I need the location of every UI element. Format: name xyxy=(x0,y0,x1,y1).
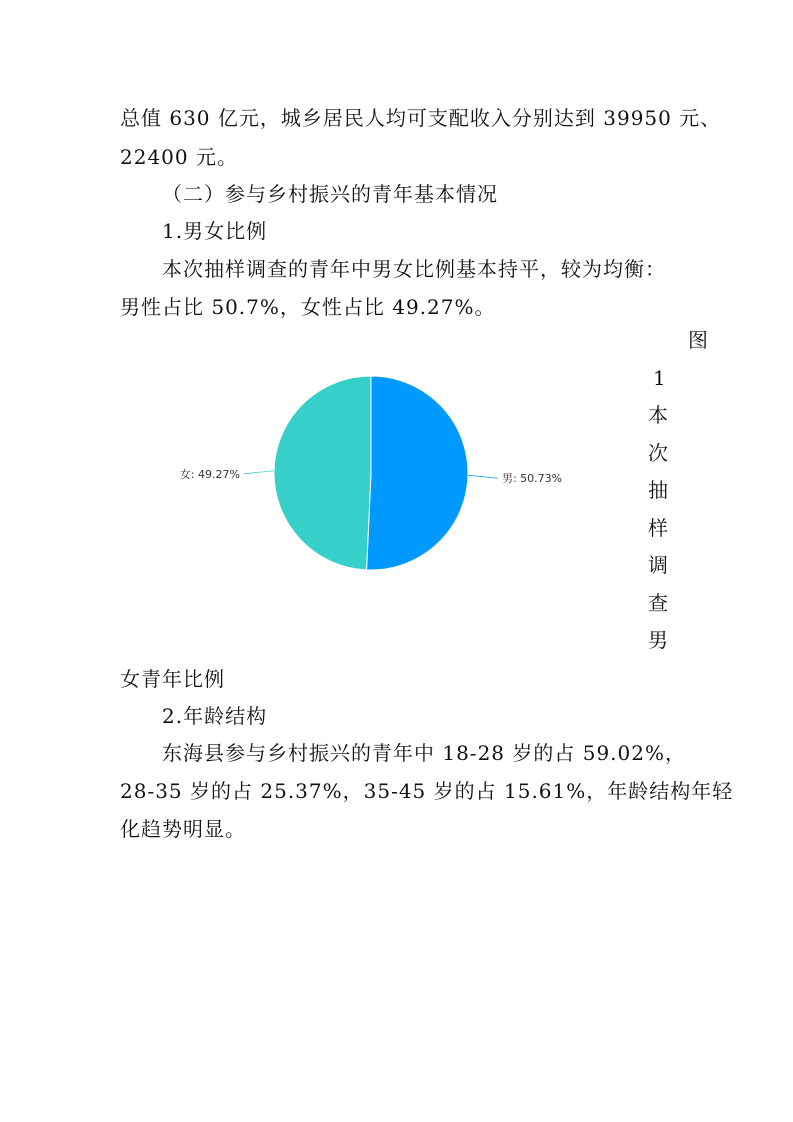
paragraph-line: 男性占比 50.7%，女性占比 49.27%。 xyxy=(120,295,496,319)
subheading-gender-ratio: 1.男女比例 xyxy=(162,219,268,243)
caption-char: 图 xyxy=(688,328,708,352)
pie-data-label: 女: 49.27% xyxy=(179,467,241,481)
subheading-age-structure: 2.年龄结构 xyxy=(162,704,268,728)
pie-data-label: 男: 50.73% xyxy=(501,472,563,486)
paragraph-line: 总值 630 亿元，城乡居民人均可支配收入分别达到 39950 元、 xyxy=(120,106,722,130)
pie-slice-male xyxy=(367,376,468,570)
section-heading: （二）参与乡村振兴的青年基本情况 xyxy=(162,182,498,206)
pie-label-line xyxy=(244,471,274,474)
pie-label-line xyxy=(468,475,498,478)
paragraph-line: 化趋势明显。 xyxy=(120,817,246,841)
caption-char: 调 xyxy=(648,553,668,577)
caption-char: 抽 xyxy=(648,478,668,502)
caption-char: 男 xyxy=(648,628,668,652)
pie-slice-female xyxy=(274,376,371,570)
paragraph-line: 东海县参与乡村振兴的青年中 18-28 岁的占 59.02%， xyxy=(162,741,686,765)
caption-char: 样 xyxy=(648,515,668,540)
paragraph-line: 28-35 岁的占 25.37%，35-45 岁的占 15.61%，年龄结构年轻 xyxy=(120,779,734,803)
pie-slices xyxy=(274,376,468,570)
paragraph-line: 22400 元。 xyxy=(120,145,238,169)
paragraph-line: 本次抽样调查的青年中男女比例基本持平，较为均衡： xyxy=(162,257,666,281)
figure-caption-end: 女青年比例 xyxy=(120,667,225,691)
caption-char: 1 xyxy=(653,365,666,390)
caption-char: 次 xyxy=(648,440,668,465)
caption-char: 查 xyxy=(648,590,668,615)
gender-pie-chart xyxy=(150,360,630,590)
caption-char: 本 xyxy=(648,403,668,427)
